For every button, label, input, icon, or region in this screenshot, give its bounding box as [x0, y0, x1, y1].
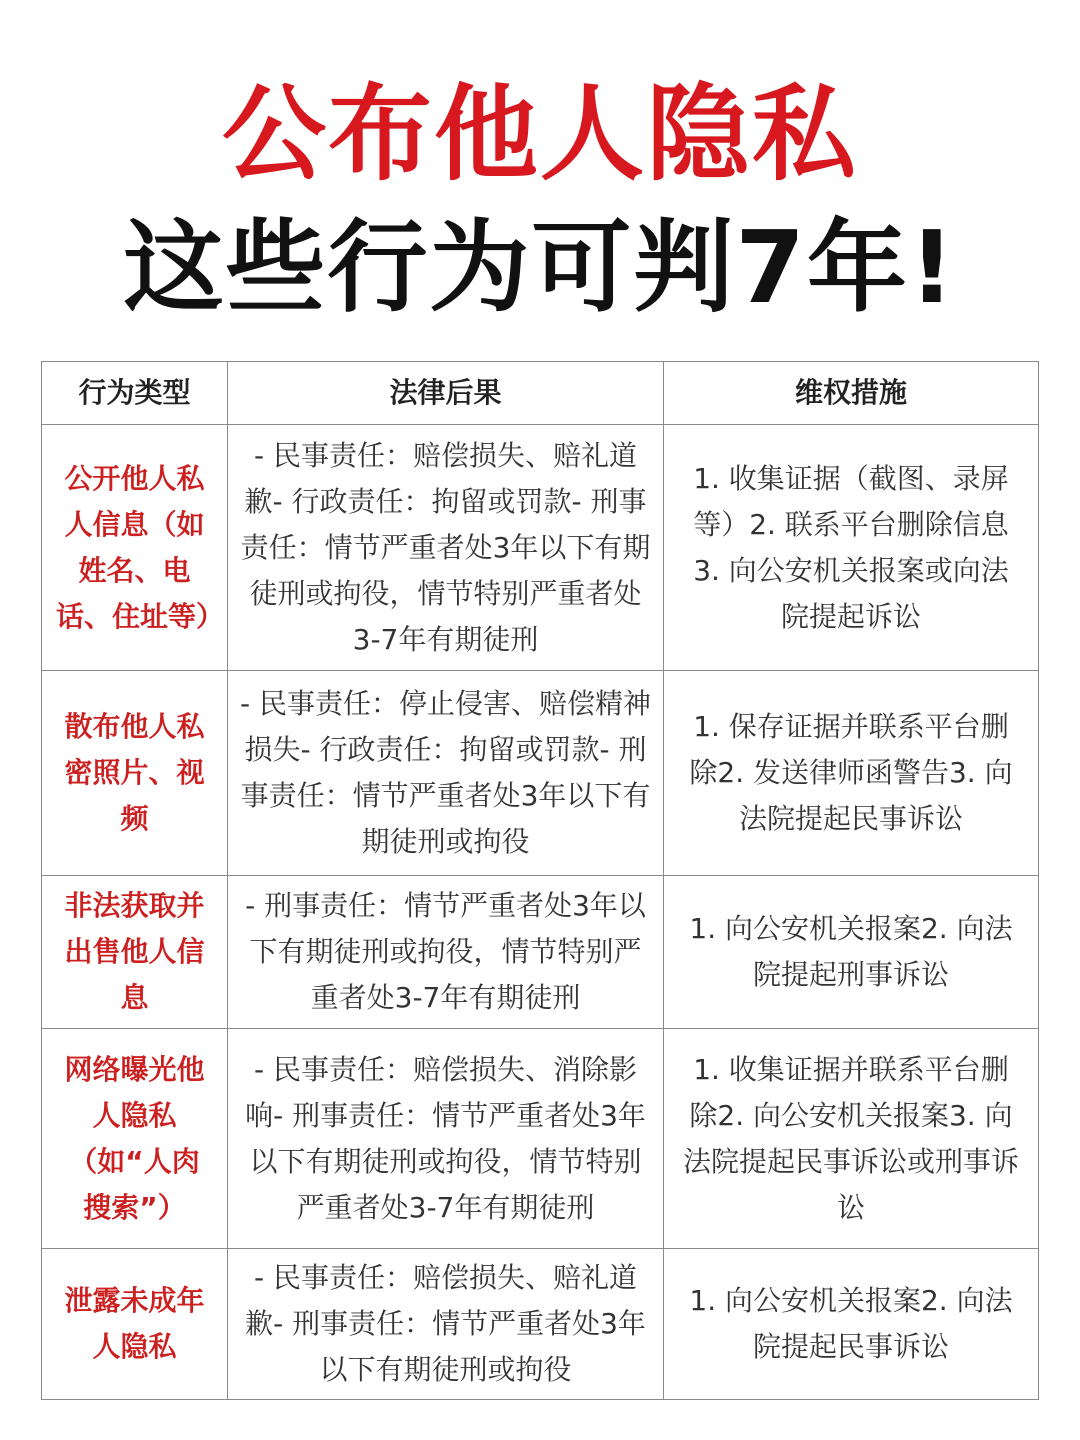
header-remedy-measures: 维权措施 — [664, 362, 1039, 425]
title-line-2: 这些行为可判7年! — [123, 209, 957, 326]
behavior-type-cell: 散布他人私密照片、视频 — [42, 671, 228, 876]
title-line-1: 公布他人隐私 — [221, 73, 858, 195]
legal-consequence-cell: - 民事责任：赔偿损失、消除影响- 刑事责任：情节严重者处3年以下有期徒刑或拘役，情节特别严重者处3-7年有期徒刑 — [228, 1029, 664, 1249]
privacy-law-table — [41, 361, 1039, 1400]
behavior-type-cell: 公开他人私人信息（如姓名、电话、住址等） — [42, 425, 228, 671]
table-header-row — [42, 362, 1039, 425]
remedy-measures-cell: 1. 保存证据并联系平台删除2. 发送律师函警告3. 向法院提起民事诉讼 — [664, 671, 1039, 876]
remedy-measures-cell: 1. 收集证据并联系平台删除2. 向公安机关报案3. 向法院提起民事诉讼或刑事诉讼 — [664, 1029, 1039, 1249]
remedy-measures-cell: 1. 收集证据（截图、录屏等）2. 联系平台删除信息3. 向公安机关报案或向法院提起诉讼 — [664, 425, 1039, 671]
legal-consequence-cell: - 民事责任：停止侵害、赔偿精神损失- 行政责任：拘留或罚款- 刑事责任：情节严重者处3年以下有期徒刑或拘役 — [228, 671, 664, 876]
remedy-measures-cell: 1. 向公安机关报案2. 向法院提起刑事诉讼 — [664, 876, 1039, 1029]
behavior-type-cell: 网络曝光他人隐私（如“人肉搜索”） — [42, 1029, 228, 1249]
table-row — [42, 1249, 1039, 1400]
table-row — [42, 876, 1039, 1029]
table-row — [42, 1029, 1039, 1249]
legal-consequence-cell: - 刑事责任：情节严重者处3年以下有期徒刑或拘役，情节特别严重者处3-7年有期徒刑 — [228, 876, 664, 1029]
legal-consequence-cell: - 民事责任：赔偿损失、赔礼道歉- 刑事责任：情节严重者处3年以下有期徒刑或拘役 — [228, 1249, 664, 1400]
behavior-type-cell: 泄露未成年人隐私 — [42, 1249, 228, 1400]
header-legal-consequence: 法律后果 — [228, 362, 664, 425]
behavior-type-cell: 非法获取并出售他人信息 — [42, 876, 228, 1029]
header-behavior-type: 行为类型 — [42, 362, 228, 425]
remedy-measures-cell: 1. 向公安机关报案2. 向法院提起民事诉讼 — [664, 1249, 1039, 1400]
legal-consequence-cell: - 民事责任：赔偿损失、赔礼道歉- 行政责任：拘留或罚款- 刑事责任：情节严重者处3年以下有期徒刑或拘役，情节特别严重者处3-7年有期徒刑 — [228, 425, 664, 671]
table-row — [42, 425, 1039, 671]
table-row — [42, 671, 1039, 876]
